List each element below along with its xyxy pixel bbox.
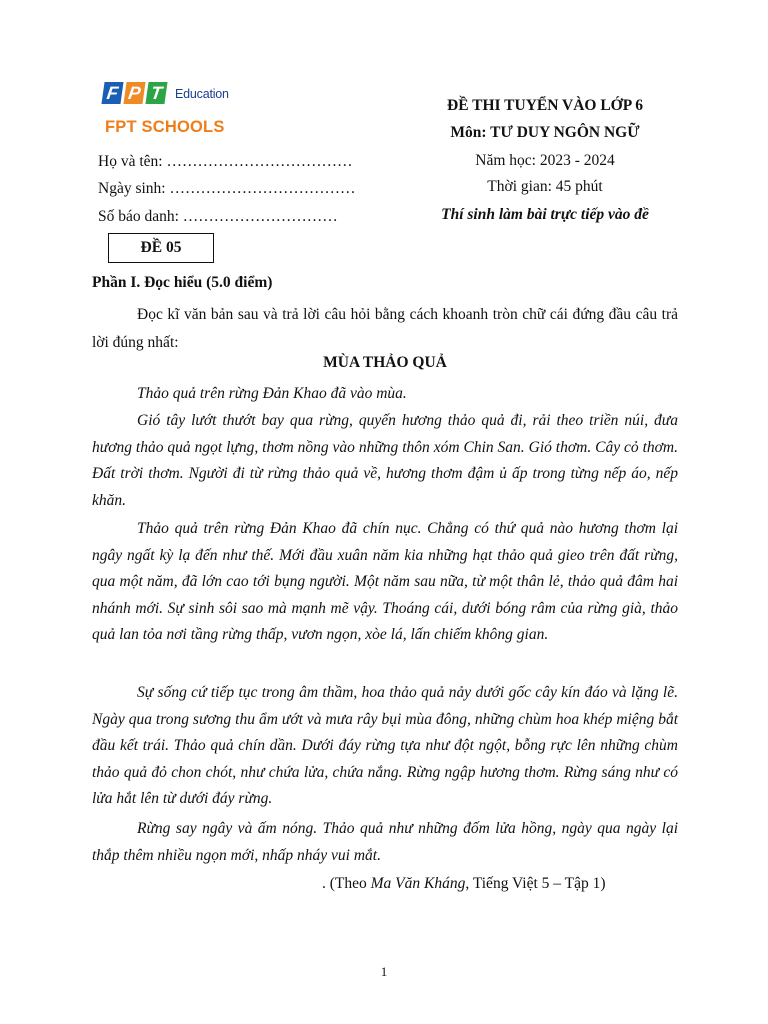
part1-instruction: Đọc kĩ văn bản sau và trả lời câu hỏi bằng cách khoanh tròn chữ cái đứng đầu câu trả lời đúng nhất: [92, 306, 678, 351]
passage-paragraph: Rừng say ngây và ấm nóng. Thảo quả như những đốm lửa hồng, ngày qua ngày lại thắp thêm nhiều ngọn mới, nhấp nháy vui mắt. [92, 820, 678, 864]
passage-paragraph: Gió tây lướt thướt bay qua rừng, quyến hương thảo quả đi, rải theo triền núi, đưa hương thảo quả ngọt lựng, thơm nồng vào những thôn xóm Chin San. Gió thơm. Cây cỏ thơm. Đất trời thơm. Người đi từ rừng thảo quả về, hương thơm đậm ủ ấp trong từng nếp áo, nếp khăn. [92, 412, 678, 509]
exam-time: Thời gian: 45 phút [487, 178, 603, 195]
exam-code-box: ĐỀ 05 [108, 233, 214, 263]
student-name-field: Họ và tên: ……………………………… [98, 153, 353, 170]
logo-block-t: T [145, 82, 167, 104]
exam-subject: Môn: TƯ DUY NGÔN NGỮ [450, 124, 640, 141]
exam-year: Năm học: 2023 - 2024 [475, 152, 615, 169]
logo-schools-text: FPT SCHOOLS [105, 118, 225, 136]
passage-title: MÙA THẢO QUẢ [323, 354, 447, 371]
student-id-field: Số báo danh: ………………………… [98, 208, 338, 225]
fpt-logo-blocks [103, 82, 169, 106]
logo-education-text: Education [175, 87, 229, 101]
passage-paragraph: Thảo quả trên rừng Đản Khao đã vào mùa. [137, 385, 407, 402]
source-prefix: . (Theo [322, 875, 371, 892]
source-author: Ma Văn Kháng [370, 875, 466, 892]
exam-note: Thí sinh làm bài trực tiếp vào đề [441, 206, 649, 223]
passage-paragraph: Thảo quả trên rừng Đản Khao đã chín nục. Chẳng có thứ quả nào hương thơm lại ngây ngất kỳ lạ đến như thế. Mới đầu xuân năm kia những hạt thảo quả gieo trên đất rừng, qua một năm, đã lớn cao tới bụng người. Một năm sau nữa, từ một thân lẻ, thảo quả đâm hai nhánh mới. Sự sinh sôi sao mà mạnh mẽ vậy. Thoáng cái, dưới bóng râm của rừng già, thảo quả lan tỏa nơi tầng rừng thấp, vươn ngọn, xòe lá, lấn chiếm không gian. [92, 520, 678, 644]
page-number: 1 [380, 964, 388, 979]
part1-heading: Phần I. Đọc hiểu (5.0 điểm) [92, 274, 273, 291]
student-dob-field: Ngày sinh: ……………………………… [98, 180, 356, 197]
fpt-education-logo [103, 80, 243, 138]
logo-block-f: F [101, 82, 123, 104]
source-suffix: , Tiếng Việt 5 – Tập 1) [465, 875, 606, 892]
exam-title: ĐỀ THI TUYỂN VÀO LỚP 6 [447, 97, 643, 114]
logo-block-p: P [123, 82, 145, 104]
passage-paragraph: Sự sống cứ tiếp tục trong âm thầm, hoa thảo quả nảy dưới gốc cây kín đáo và lặng lẽ. Ngày qua trong sương thu ẩm ướt và mưa rây bụi mùa đông, những chùm hoa khép miệng bắt đầu kết trái. Thảo quả chín dần. Dưới đáy rừng tựa như đột ngột, bỗng rực lên những chùm thảo quả đỏ chon chót, như chứa lửa, chứa nắng. Rừng ngập hương thơm. Rừng sáng như có lửa hắt lên từ dưới đáy rừng. [92, 684, 678, 808]
passage-source [322, 875, 606, 893]
